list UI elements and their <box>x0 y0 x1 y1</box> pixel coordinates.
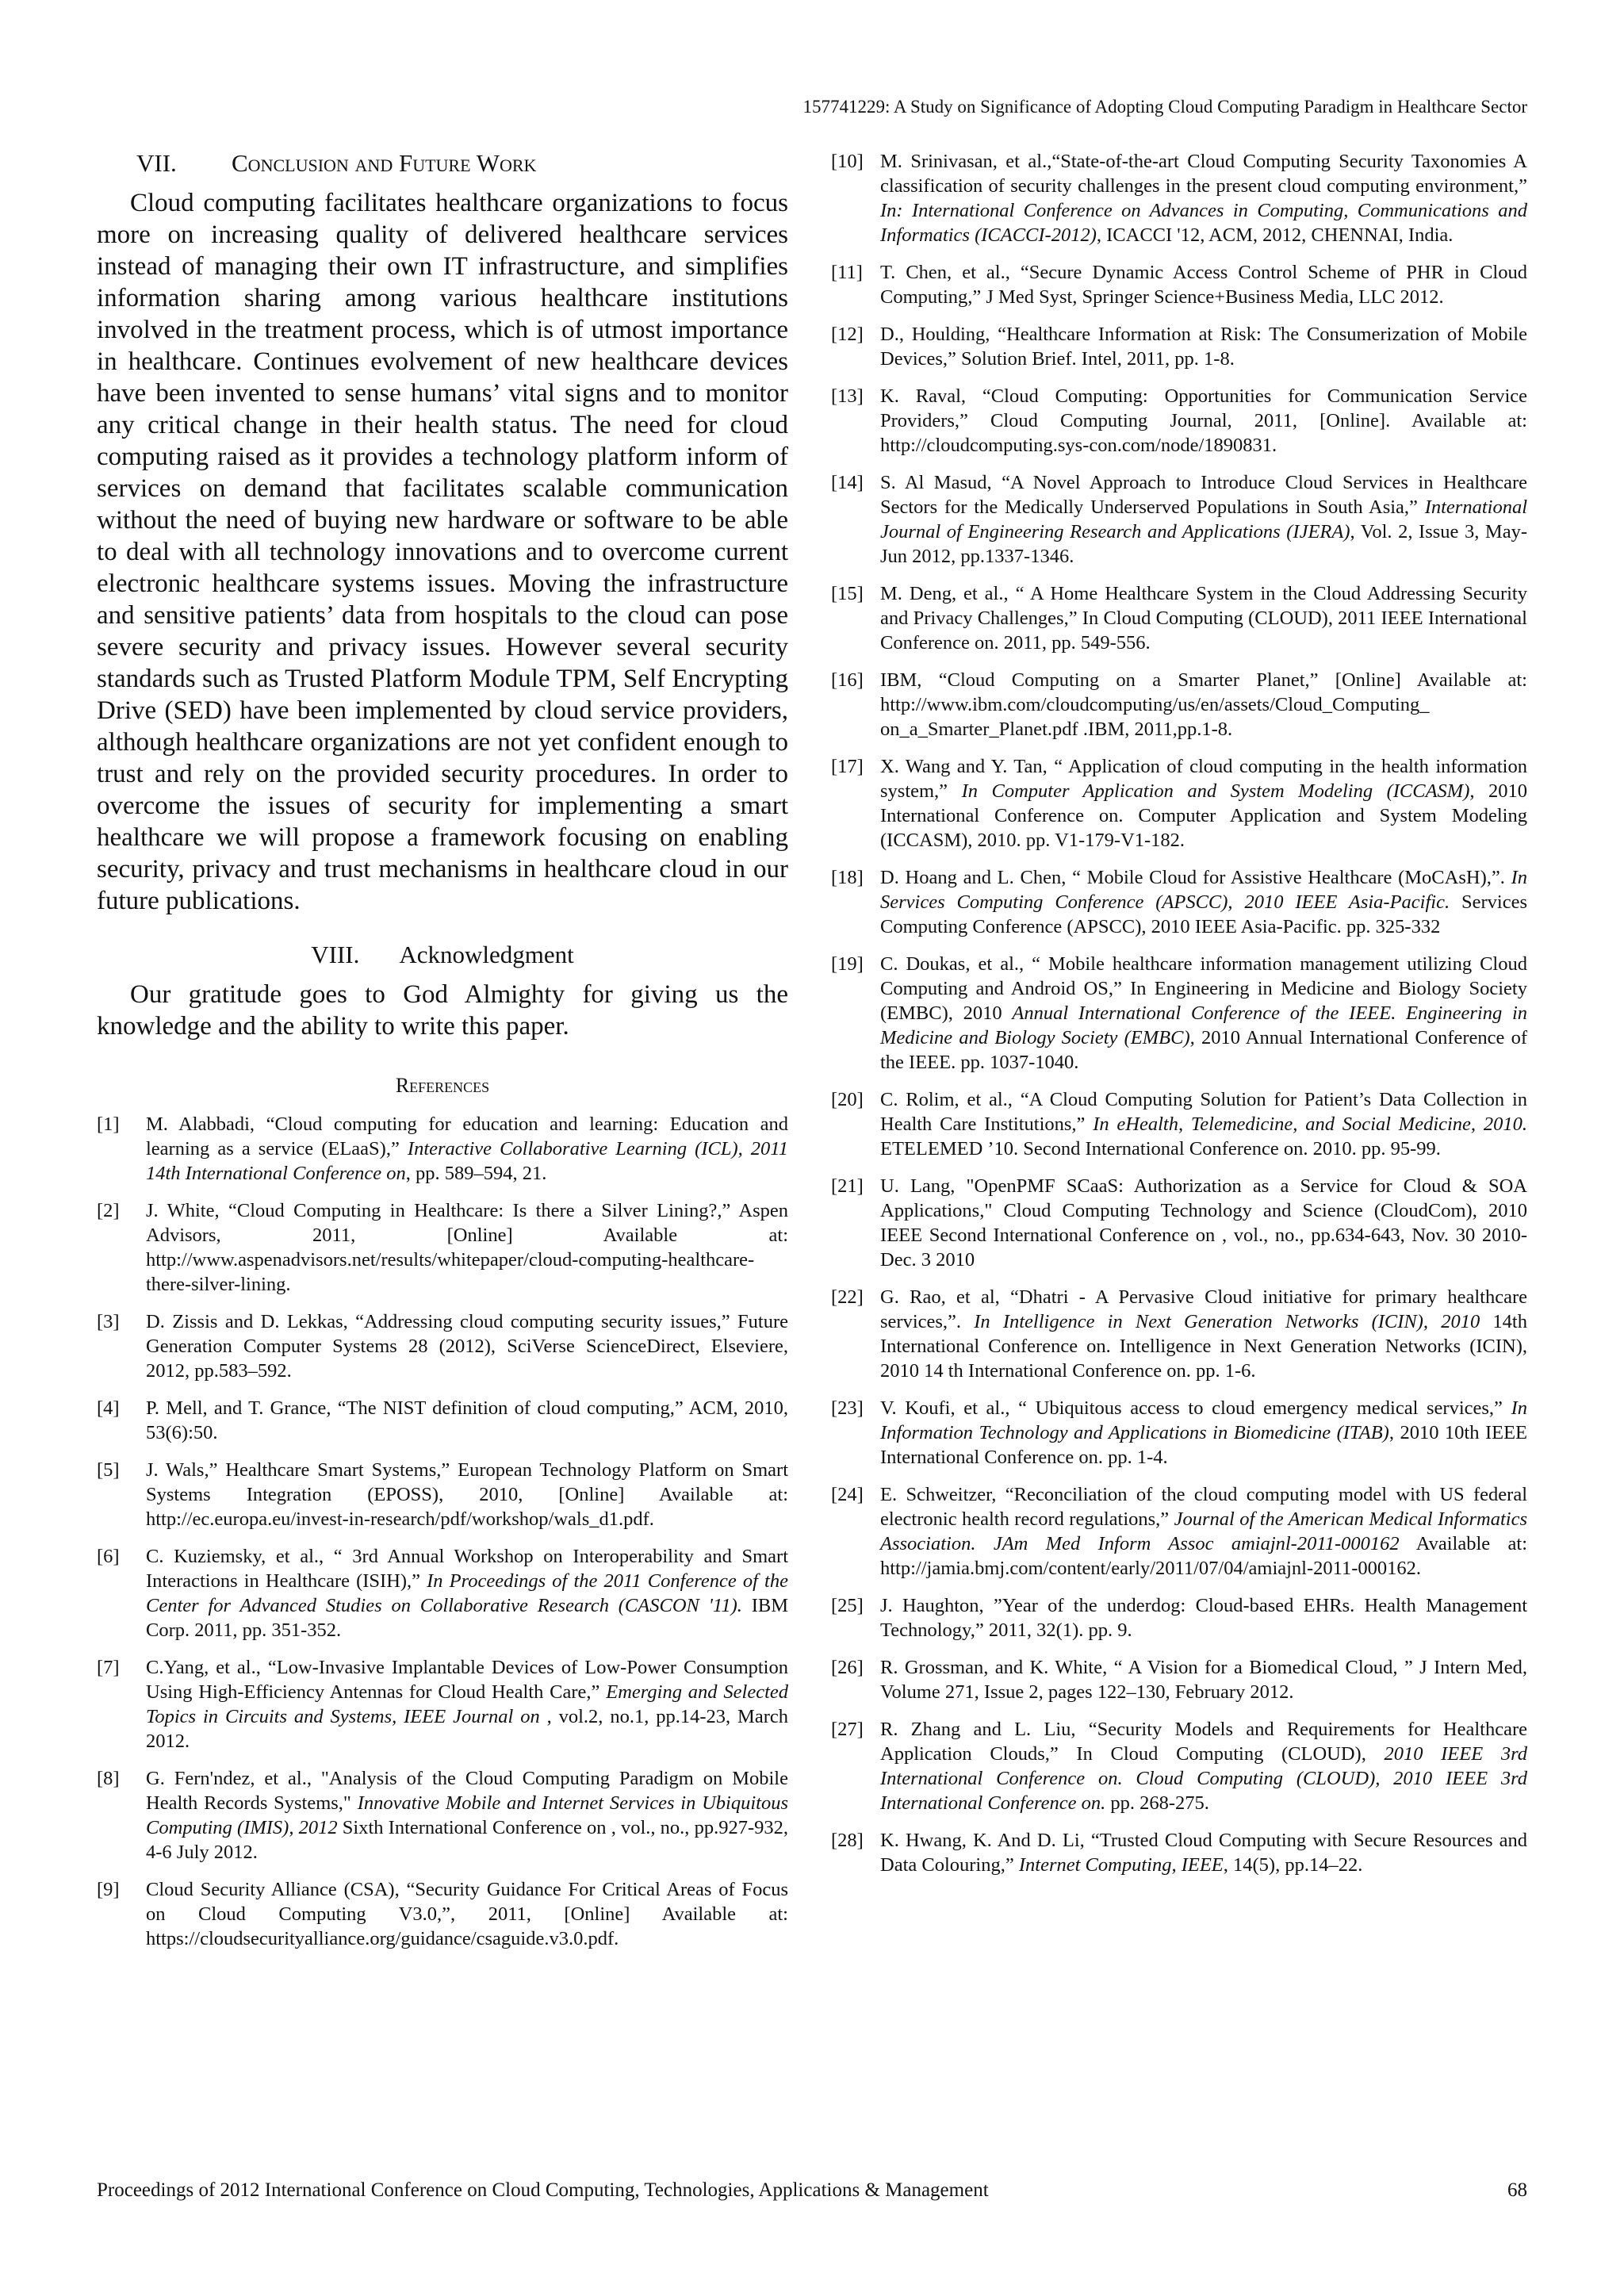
reference-item <box>831 1593 1527 1642</box>
reference-number: [24] <box>831 1484 864 1505</box>
reference-number: [10] <box>831 151 864 172</box>
reference-text <box>146 1112 788 1186</box>
reference-item <box>831 1174 1527 1272</box>
reference-number: [25] <box>831 1595 864 1616</box>
reference-italic-part: Annual International Conference of the IEEE. Engineering in Medicine and Biology Society (EMBC), <box>880 1002 1528 1048</box>
reference-text <box>880 1482 1527 1581</box>
reference-item <box>831 581 1527 655</box>
reference-post-part: ETELEMED ’10. Second International Conference on. 2010. pp. 95-99. <box>880 1138 1441 1159</box>
reference-number: [19] <box>831 953 864 975</box>
reference-post-part: , ICACCI '12, ACM, 2012, CHENNAI, India. <box>1096 224 1454 246</box>
reference-pre-part: K. Hwang, K. And D. Li, “Trusted Cloud Computing with Secure Resources and Data Colouring,” <box>880 1830 1527 1876</box>
reference-pre-part: R. Zhang and L. Liu, “Security Models and Requirements for Healthcare Application Clouds,” In Cloud Computing (CLOUD), <box>880 1719 1527 1765</box>
reference-number: [7] <box>97 1657 120 1678</box>
reference-number: [20] <box>831 1089 864 1110</box>
left-column <box>97 149 788 1964</box>
reference-text <box>880 149 1527 247</box>
reference-item <box>831 384 1527 458</box>
reference-text <box>146 1396 788 1445</box>
reference-number: [16] <box>831 669 864 691</box>
reference-post-part: Sixth International Conference on , vol., no., pp.927-932, 4-6 July 2012. <box>146 1817 788 1863</box>
section-8-title: Acknowledgment <box>399 941 574 968</box>
reference-item <box>831 260 1527 309</box>
reference-number: [26] <box>831 1657 864 1678</box>
reference-pre-part: C. Doukas, et al., “ Mobile healthcare information management utilizing Cloud Computing and Android OS,” In Engineering in Medicine and Biology Society (EMBC), 2010 <box>880 953 1527 1024</box>
reference-text <box>146 1766 788 1865</box>
reference-number: [6] <box>97 1546 120 1567</box>
reference-text <box>880 470 1527 569</box>
page-footer <box>97 2179 1527 2202</box>
reference-post-part: Available at: http://jamia.bmj.com/content/early/2011/07/04/amiajnl-2011-000162. <box>880 1533 1527 1579</box>
reference-text <box>146 1198 788 1297</box>
reference-text <box>880 668 1527 742</box>
reference-text <box>880 581 1527 655</box>
reference-pre-part: P. Mell, and T. Grance, “The NIST definition of cloud computing,” ACM, 2010, 53(6):50. <box>146 1397 788 1443</box>
reference-text <box>880 1828 1527 1877</box>
reference-post-part: , 2010 International Conference on. Computer Application and System Modeling (ICCASM), 2010. pp. V1-179-V1-182. <box>880 780 1528 851</box>
reference-number: [28] <box>831 1830 864 1851</box>
reference-pre-part: D. Zissis and D. Lekkas, “Addressing cloud computing security issues,” Future Generation Computer Systems 28 (2012), SciVerse ScienceDirect, Elseviere, 2012, pp.583–592. <box>146 1311 788 1382</box>
reference-post-part: , vol.2, no.1, pp.14-23, March 2012. <box>146 1706 788 1752</box>
reference-italic-part: In Intelligence in Next Generation Networks (ICIN), 2010 <box>974 1311 1480 1332</box>
reference-item <box>97 1877 788 1951</box>
reference-pre-part: D., Houlding, “Healthcare Information at Risk: The Consumerization of Mobile Devices,” Solution Brief. Intel, 2011, pp. 1-8. <box>880 324 1527 370</box>
reference-text <box>880 1174 1527 1272</box>
reference-number: [12] <box>831 324 864 345</box>
running-head: 157741229: A Study on Significance of Adopting Cloud Computing Paradigm in Healthcare Sector <box>802 97 1527 117</box>
reference-item <box>831 865 1527 939</box>
reference-text <box>880 952 1527 1075</box>
reference-italic-part: In: International Conference on Advances in Computing, Communications and Informatics (ICACCI-2012) <box>880 200 1527 246</box>
reference-number: [4] <box>97 1397 120 1419</box>
reference-text <box>146 1655 788 1754</box>
reference-pre-part: U. Lang, "OpenPMF SCaaS: Authorization as a Service for Cloud & SOA Applications," Cloud Computing Technology and Science (CloudCom), 2010 IEEE Second International Conference on , vol., no., pp.634-643, Nov. 30 2010-Dec. 3 2010 <box>880 1175 1527 1271</box>
section-7-number: VII. <box>136 149 177 177</box>
reference-italic-part: Internet Computing, IEEE <box>1018 1854 1224 1876</box>
reference-item <box>831 1285 1527 1383</box>
reference-italic-part: Interactive Collaborative Learning (ICL), 2011 14th International Conference on <box>146 1138 788 1184</box>
reference-item <box>97 1396 788 1445</box>
reference-number: [15] <box>831 583 864 604</box>
reference-pre-part: K. Raval, “Cloud Computing: Opportunities for Communication Service Providers,” Cloud Computing Journal, 2011, [Online]. Available at: http://cloudcomputing.sys-con.com/node/1890831. <box>880 385 1527 456</box>
reference-italic-part: Journal of the American Medical Informatics Association. JAm Med Inform Assoc amiajnl-2011-000162 <box>880 1508 1527 1554</box>
reference-item <box>831 1717 1527 1815</box>
reference-pre-part: J. Wals,” Healthcare Smart Systems,” European Technology Platform on Smart Systems Integration (EPOSS), 2010, [Online] Available at: http://ec.europa.eu/invest-in-research/pdf/workshop/wals_d1.pdf. <box>146 1459 788 1530</box>
reference-text <box>146 1877 788 1951</box>
reference-number: [23] <box>831 1397 864 1419</box>
section-8-heading <box>97 941 788 969</box>
reference-text <box>880 260 1527 309</box>
reference-text <box>880 1655 1527 1704</box>
reference-number: [17] <box>831 756 864 777</box>
references-list-left <box>97 1112 788 1951</box>
reference-text <box>146 1544 788 1642</box>
section-7-heading <box>97 149 788 178</box>
reference-pre-part: S. Al Masud, “A Novel Approach to Introduce Cloud Services in Healthcare Sectors for the Medically Underserved Populations in South Asia,” <box>880 472 1527 518</box>
reference-italic-part: In Computer Application and System Modeling (ICCASM) <box>961 780 1470 802</box>
reference-text <box>146 1309 788 1383</box>
reference-post-part: Services Computing Conference (APSCC), 2010 IEEE Asia-Pacific. pp. 325-332 <box>880 891 1528 937</box>
reference-italic-part: In Services Computing Conference (APSCC), 2010 IEEE Asia-Pacific. <box>880 867 1527 913</box>
reference-pre-part: C.Yang, et al., “Low-Invasive Implantable Devices of Low-Power Consumption Using High-Efficiency Antennas for Cloud Health Care,” <box>146 1657 788 1703</box>
reference-italic-part: In Information Technology and Applications in Biomedicine (ITAB) <box>880 1397 1527 1443</box>
reference-pre-part: M. Deng, et al., “ A Home Healthcare System in the Cloud Addressing Security and Privacy Challenges,” In Cloud Computing (CLOUD), 2011 IEEE International Conference on. 2011, pp. 549-556. <box>880 583 1527 654</box>
reference-text <box>880 322 1527 371</box>
reference-item <box>831 1396 1527 1470</box>
reference-italic-part: In eHealth, Telemedicine, and Social Medicine, 2010. <box>1093 1114 1527 1135</box>
reference-item <box>97 1112 788 1186</box>
reference-number: [21] <box>831 1175 864 1197</box>
reference-item <box>831 470 1527 569</box>
reference-number: [14] <box>831 472 864 493</box>
reference-post-part: , pp. 589–594, 21. <box>405 1163 547 1184</box>
reference-number: [27] <box>831 1719 864 1740</box>
reference-italic-part: In Proceedings of the 2011 Conference of the Center for Advanced Studies on Collaborative Research (CASCON '11). <box>146 1570 788 1616</box>
reference-italic-part: Innovative Mobile and Internet Services in Ubiquitous Computing (IMIS), 2012 <box>146 1792 788 1838</box>
reference-italic-part: 2010 IEEE 3rd International Conference on. Cloud Computing (CLOUD), 2010 IEEE 3rd International Conference on. <box>880 1743 1527 1814</box>
reference-item <box>831 1482 1527 1581</box>
reference-item <box>831 1828 1527 1877</box>
section-8-number: VIII. <box>311 941 360 968</box>
reference-post-part: 14th International Conference on. Intelligence in Next Generation Networks (ICIN), 2010 14 th International Conference on. pp. 1-6. <box>880 1311 1527 1382</box>
reference-number: [8] <box>97 1768 120 1789</box>
section-7-title: Conclusion and Future Work <box>232 149 537 177</box>
reference-item <box>831 668 1527 742</box>
reference-text <box>880 1087 1527 1161</box>
reference-post-part: IBM Corp. 2011, pp. 351-352. <box>146 1595 788 1641</box>
reference-pre-part: M. Alabbadi, “Cloud computing for education and learning: Education and learning as a service (ELaaS),” <box>146 1114 788 1159</box>
references-heading: References <box>395 1074 490 1097</box>
reference-pre-part: C. Rolim, et al., “A Cloud Computing Solution for Patient’s Data Collection in Health Care Institutions,” <box>880 1089 1527 1135</box>
reference-pre-part: C. Kuziemsky, et al., “ 3rd Annual Workshop on Interoperability and Smart Interactions in Healthcare (ISIH),” <box>146 1546 788 1592</box>
reference-pre-part: D. Hoang and L. Chen, “ Mobile Cloud for Assistive Healthcare (MoCAsH),”. <box>880 867 1511 888</box>
reference-post-part: , Vol. 2, Issue 3, May-Jun 2012, pp.1337-1346. <box>880 521 1527 567</box>
reference-text <box>880 384 1527 458</box>
reference-item <box>831 754 1527 853</box>
reference-number: [18] <box>831 867 864 888</box>
reference-pre-part: G. Fern'ndez, et al., "Analysis of the Cloud Computing Paradigm on Mobile Health Records Systems," <box>146 1768 788 1814</box>
reference-pre-part: Cloud Security Alliance (CSA), “Security Guidance For Critical Areas of Focus on Cloud Computing V3.0,”, 2011, [Online] Available at: https://cloudsecurityalliance.org/guidance/csaguide.v3.0.pdf. <box>146 1879 788 1949</box>
reference-item <box>97 1655 788 1754</box>
reference-item <box>831 149 1527 247</box>
reference-pre-part: G. Rao, et al, “Dhatri - A Pervasive Cloud initiative for primary healthcare services,”. <box>880 1286 1527 1332</box>
reference-pre-part: R. Grossman, and K. White, “ A Vision for a Biomedical Cloud, ” J Intern Med, Volume 271, Issue 2, pages 122–130, February 2012. <box>880 1657 1527 1703</box>
reference-item <box>831 1655 1527 1704</box>
reference-text <box>880 865 1527 939</box>
right-column <box>831 149 1527 1890</box>
reference-italic-part: International Journal of Engineering Research and Applications (IJERA) <box>880 496 1527 542</box>
reference-pre-part: J. White, “Cloud Computing in Healthcare: Is there a Silver Lining?,” Aspen Advisors, 2011, [Online] Available at: http://www.aspenadvisors.net/results/whitepaper/cloud-computing-healthcare-there-silver-lining. <box>146 1200 788 1295</box>
reference-text <box>880 1593 1527 1642</box>
reference-item <box>831 952 1527 1075</box>
references-list-right <box>831 149 1527 1877</box>
footer-proceedings: Proceedings of 2012 International Conference on Cloud Computing, Technologies, Applications & Management <box>97 2179 989 2201</box>
reference-text <box>880 1396 1527 1470</box>
reference-text <box>880 1285 1527 1383</box>
reference-pre-part: E. Schweitzer, “Reconciliation of the cloud computing model with US federal electronic health record regulations,” <box>880 1484 1527 1530</box>
reference-pre-part: V. Koufi, et al., “ Ubiquitous access to cloud emergency medical services,” <box>880 1397 1511 1419</box>
reference-item <box>97 1458 788 1531</box>
reference-post-part: , 2010 10th IEEE International Conference on. pp. 1-4. <box>880 1422 1527 1468</box>
reference-number: [9] <box>97 1879 120 1900</box>
acknowledgment-paragraph: Our gratitude goes to God Almighty for giving us the knowledge and the ability to write this paper. <box>97 980 788 1041</box>
page-number: 68 <box>1507 2179 1527 2201</box>
reference-italic-part: Emerging and Selected Topics in Circuits and Systems, IEEE Journal on <box>146 1681 788 1727</box>
reference-text <box>146 1458 788 1531</box>
reference-item <box>97 1544 788 1642</box>
reference-post-part: 2010 Annual International Conference of the IEEE. pp. 1037-1040. <box>880 1027 1527 1073</box>
reference-text <box>880 754 1527 853</box>
reference-number: [2] <box>97 1200 120 1221</box>
reference-post-part: pp. 268-275. <box>1105 1792 1209 1814</box>
reference-item <box>831 1087 1527 1161</box>
reference-number: [11] <box>831 262 863 283</box>
reference-text <box>880 1717 1527 1815</box>
reference-pre-part: X. Wang and Y. Tan, “ Application of cloud computing in the health information system,” <box>880 756 1527 802</box>
reference-number: [13] <box>831 385 864 407</box>
reference-pre-part: T. Chen, et al., “Secure Dynamic Access Control Scheme of PHR in Cloud Computing,” J Med Syst, Springer Science+Business Media, LLC 2012. <box>880 262 1527 308</box>
reference-item <box>97 1766 788 1865</box>
reference-pre-part: IBM, “Cloud Computing on a Smarter Planet,” [Online] Available at: http://www.ibm.com/cloudcomputing/us/en/assets/Cloud_Computing_ on_a_Smarter_Planet.pdf .IBM, 2011,pp.1-8. <box>880 669 1527 740</box>
reference-number: [3] <box>97 1311 120 1332</box>
reference-post-part: , 14(5), pp.14–22. <box>1223 1854 1363 1876</box>
conclusion-paragraph: Cloud computing facilitates healthcare organizations to focus more on increasing quality of delivered healthcare services instead of managing their own IT infrastructure, and simplifies information sharing among various healthcare institutions involved in the treatment process, which is of utmost importance in healthcare. Continues evolvement of new healthcare devices have been invented to sense humans’ vital signs and to monitor any critical change in their health status. The need for cloud computing raised as it provides a technology platform inform of services on demand that facilitates scalable communication without the need of buying new hardware or software to be able to deal with all technology innovations and to overcome current electronic healthcare systems issues. Moving the infrastructure and sensitive patients’ data from hospitals to the cloud can pose severe security and privacy issues. However several security standards such as Trusted Platform Module TPM, Self Encrypting Drive (SED) have been implemented by cloud service providers, although healthcare organizations are not yet confident enough to trust and rely on the provided security procedures. In order to overcome the issues of security for implementing a smart healthcare we will propose a framework focusing on enabling security, privacy and trust mechanisms in healthcare cloud in our future publications. <box>97 189 788 915</box>
reference-number: [5] <box>97 1459 120 1481</box>
reference-item <box>97 1309 788 1383</box>
reference-item <box>831 322 1527 371</box>
reference-pre-part: J. Haughton, ”Year of the underdog: Cloud-based EHRs. Health Management Technology,” 2011, 32(1). pp. 9. <box>880 1595 1527 1641</box>
reference-pre-part: M. Srinivasan, et al.,“State-of-the-art Cloud Computing Security Taxonomies A classification of security challenges in the present cloud computing environment,” <box>880 151 1527 197</box>
reference-item <box>97 1198 788 1297</box>
reference-number: [22] <box>831 1286 864 1308</box>
reference-number: [1] <box>97 1114 120 1135</box>
